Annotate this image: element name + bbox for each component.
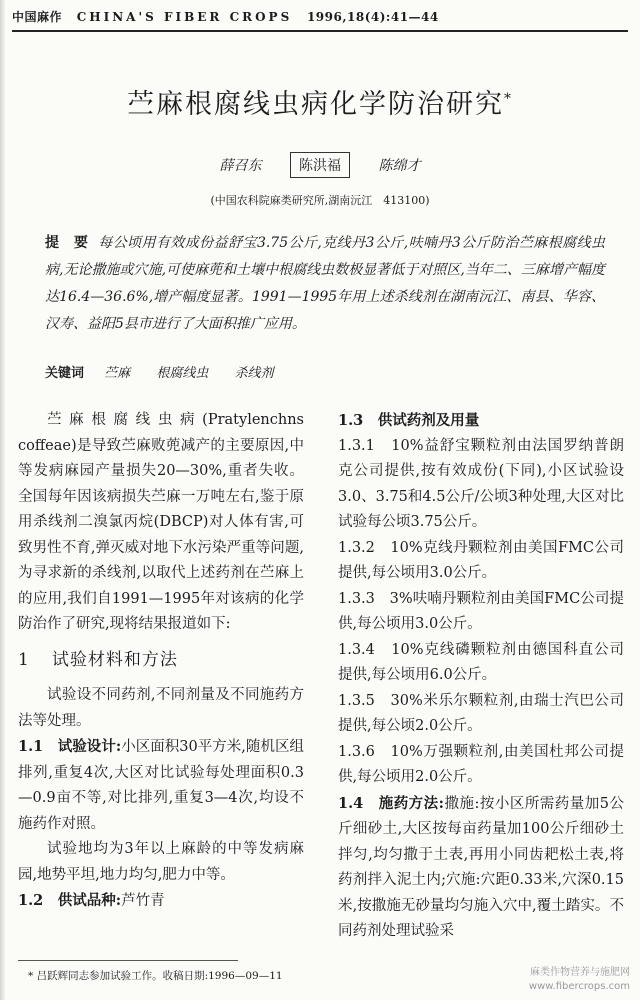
abstract-text: 每公顷用有效成份益舒宝3.75公斤,克线丹3公斤,呋喃丹3公斤防治苎麻根腐线虫病,无论撒施或穴施,可使麻蔸和土壤中根腐线虫数极显著低于对照区,当年二、三麻增产幅度达16.4—36.6%,增产幅度显著。1991—1995年用上述杀线剂在湖南沅江、南县、华容、汉寿、益阳5县市进行了大面积推广应用。 bbox=[45, 235, 606, 332]
subsection-1-4 bbox=[338, 791, 624, 945]
author-list bbox=[0, 152, 640, 178]
subsection-1-1-label: 1.1 试验设计: bbox=[18, 738, 122, 755]
subsection-1-2-text: 芦竹青 bbox=[121, 893, 165, 909]
reagent-item-3: 1.3.3 3%呋喃丹颗粒剂由美国FMC公司提供,每公顷用3.0公斤。 bbox=[338, 590, 624, 632]
left-column bbox=[18, 408, 304, 915]
header-rule bbox=[12, 30, 628, 32]
intro-paragraph: 苎麻根腐线虫病(Pratylenchns coffeae)是导致苎麻败蔸减产的主要原因,中等发病麻园产量损失20—30%,重者失收。全国每年因该病损失苎麻一万吨左右,鉴于原用杀线剂二溴氯丙烷(DBCP)对人体有害,可致男性不育,弹灭威对地下水污染严重等问题,为寻求新的杀线剂,以取代上述药剂在苎麻上的应用,我们自1991—1995年对该病的化学防治作了研究,现将结果报道如下: bbox=[18, 412, 304, 632]
watermark bbox=[500, 966, 630, 994]
keyword-2: 根腐线虫 bbox=[156, 366, 209, 381]
journal-header bbox=[12, 8, 628, 28]
footnote: * 吕跃辉同志参加试验工作。收稿日期:1996—09—11 bbox=[28, 970, 283, 982]
affiliation: (中国农科院麻类研究所,湖南沅江 413100) bbox=[210, 194, 430, 207]
keyword-1: 苎麻 bbox=[104, 366, 131, 381]
journal-issue: 1996,18(4):41—44 bbox=[306, 10, 439, 24]
subsection-1-2-label: 1.2 供试品种: bbox=[18, 892, 122, 909]
subsection-1-4-label: 1.4 施药方法: bbox=[338, 794, 445, 812]
section-1-heading bbox=[18, 648, 304, 674]
subsection-1-2 bbox=[18, 888, 304, 915]
reagent-item-5: 1.3.5 30%米乐尔颗粒剂,由瑞士汽巴公司提供,每公顷2.0公斤。 bbox=[338, 692, 624, 734]
abstract bbox=[45, 230, 605, 338]
subsection-1-1-text: 小区面积30平方米,随机区组排列,重复4次,大区对比试验每处理面积0.3—0.9亩不等,对比排列,重复3—4次,均设不施药作对照。 bbox=[18, 739, 304, 832]
abstract-label: 提 要 bbox=[45, 235, 89, 251]
author-3: 陈绵才 bbox=[378, 158, 421, 174]
reagent-item-2: 1.3.2 10%克线丹颗粒剂由美国FMC公司提供,每公顷用3.0公斤。 bbox=[338, 539, 624, 581]
section-1-intro: 试验设不同药剂,不同剂量及不同施药方法等处理。 bbox=[18, 687, 304, 729]
watermark-line-1: 麻类作物营养与施肥网 bbox=[530, 967, 630, 978]
footnote-rule bbox=[18, 960, 238, 961]
keywords bbox=[45, 362, 605, 381]
author-2: 陈洪福 bbox=[290, 152, 350, 178]
author-1: 薛召东 bbox=[219, 158, 262, 174]
journal-name-en: CHINA'S FIBER CROPS bbox=[76, 10, 293, 24]
journal-name-cn: 中国麻作 bbox=[12, 10, 63, 24]
keyword-3: 杀线剂 bbox=[234, 366, 274, 381]
title-footnote-mark: * bbox=[504, 91, 513, 107]
keywords-label: 关键词 bbox=[45, 366, 85, 381]
scan-edge-shading bbox=[0, 0, 6, 1000]
reagent-item-4: 1.3.4 10%克线磷颗粒剂由德国科直公司提供,每公顷用6.0公斤。 bbox=[338, 641, 624, 683]
subsection-1-4-text: 撒施:按小区所需药量加5公斤细砂土,大区按每亩药量加100公斤细砂土拌匀,均匀撒于土表,再用小同齿耙松土表,将药剂拌入泥土内;穴施:穴距0.33米,穴深0.15米,按撒施无砂量均匀施入穴中,覆土踏实。不同药剂处理试验采 bbox=[338, 795, 624, 939]
section-1-title: 试验材料和方法 bbox=[51, 649, 178, 670]
watermark-line-2: www.fibercrops.com bbox=[528, 981, 630, 992]
section-1-number: 1 bbox=[18, 649, 30, 670]
paper-title-text: 苎麻根腐线虫病化学防治研究 bbox=[127, 89, 504, 120]
subsection-1-1-more: 试验地均为3年以上麻龄的中等发病麻园,地势平坦,地力均匀,肥力中等。 bbox=[18, 841, 304, 883]
right-column bbox=[338, 408, 624, 945]
reagent-item-6: 1.3.6 10%万强颗粒剂,由美国杜邦公司提供,每公顷用2.0公斤。 bbox=[338, 743, 624, 785]
reagent-item-1: 1.3.1 10%益舒宝颗粒剂由法国罗纳普朗克公司提供,按有效成份(下同),小区试验设3.0、3.75和4.5公斤/公顷3种处理,大区对比试验每公顷3.75公斤。 bbox=[338, 437, 624, 530]
paper-title bbox=[0, 82, 640, 121]
subsection-1-1 bbox=[18, 734, 304, 837]
subsection-1-3-heading: 1.3 供试药剂及用量 bbox=[338, 412, 480, 429]
